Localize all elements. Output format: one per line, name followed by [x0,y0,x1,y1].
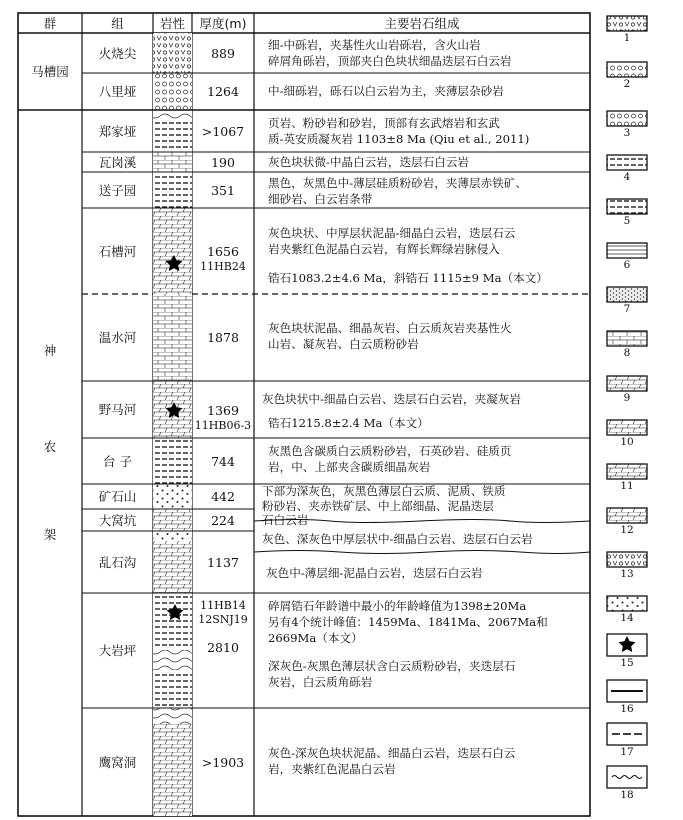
legend-number: 9 [623,392,631,404]
formation-thickness: 1264 [207,84,239,99]
formation-name: 火烧尖 [98,45,137,61]
legend-number: 12 [620,524,634,536]
formation-age: 锆石1083.2±4.6 Ma，斜锆石 1115±9 Ma（本文） [268,271,548,285]
formation-thickness: 224 [211,512,235,528]
formation-description: 灰黑色含碳质白云质粉砂岩，石英砂岩、硅质页 岩，中、上部夹含碳质细晶灰岩 [268,444,512,474]
formation-name: 鹰窝洞 [98,754,137,770]
formation-name: 瓦岗溪 [98,154,137,170]
legend-number: 4 [623,171,631,183]
formation-description: 下部为深灰色，灰黑色薄层白云质、泥质、铁质 粉砂岩、夹赤铁矿层、中上部细晶、泥晶迭层 石白云岩 [262,484,506,527]
legend-number: 6 [623,259,631,271]
formation-description: 灰色中-薄层细-泥晶白云岩，迭层石白云岩 [266,566,483,580]
formation-age: 锆石1215.8±2.4 Ma（本文） [268,416,429,430]
legend-number: 10 [620,436,634,448]
sample-id: 11HB24 [200,259,246,273]
legend-number: 3 [623,127,631,139]
legend-number: 2 [623,78,631,90]
formation-thickness: >1903 [201,754,245,770]
header-group: 群 [43,15,57,31]
formation-thickness: 1878 [207,330,239,345]
formation-name: 八里垭 [98,84,137,99]
formation-thickness: 2810 [207,639,239,655]
header-formation: 组 [111,15,124,31]
group-shen: 神 [43,342,57,358]
formation-thickness: 1369 [207,402,239,418]
group-nong: 农 [43,438,57,454]
formation-description: 灰色、深灰色中厚层状中-细晶白云岩、迭层石白云岩 [262,532,533,546]
formation-name: 温水河 [98,330,137,345]
formation-name: 乱石沟 [98,554,137,570]
sample-id: 12SNJ19 [198,612,248,626]
formation-thickness: 442 [211,489,235,504]
sample-id: 11HB14 [200,598,246,612]
legend-number: 13 [620,568,634,580]
formation-thickness: 889 [211,45,235,61]
formation-description: 细-中砾岩，夹基性火山岩砾岩，含火山岩 碎屑角砾岩，顶部夹白色块状细晶迭层石白云岩 [268,38,512,68]
formation-name: 郑家垭 [98,123,137,139]
formation-name: 台 子 [103,453,132,469]
formation-thickness: 1137 [207,554,239,570]
formation-description: 页岩、粉砂岩和砂岩，顶部有玄武熔岩和玄武 质-英安质凝灰岩 1103±8 Ma (Qiu et al., 2011) [268,116,530,146]
formation-thickness: >1067 [201,123,245,139]
formation-description: 灰色-深灰色块状泥晶、细晶白云岩，迭层石白云 岩，夹紫红色泥晶白云岩 [268,746,516,776]
formation-thickness: 190 [211,154,235,170]
formation-description: 灰色块状微-中晶白云岩，迭层石白云岩 [268,155,470,169]
header-thickness: 厚度(m) [199,15,247,31]
legend-number: 1 [623,32,631,44]
formation-description: 灰色块状泥晶、细晶灰岩、白云质灰岩夹基性火 山岩、凝灰岩、白云质粉砂岩 [268,321,512,351]
group-jia: 架 [43,526,57,542]
formation-description: 深灰色-灰黑色薄层状含白云质粉砂岩，夹迭层石 灰岩，白云质角砾岩 [268,659,516,689]
formation-thickness: 351 [211,182,235,198]
formation-name: 矿石山 [98,489,137,504]
formation-name: 野马河 [98,402,137,417]
formation-name: 石槽河 [98,243,137,259]
legend-number: 8 [623,347,631,359]
formation-name: 送子园 [98,182,137,198]
formation-description: 碎屑锆石年龄谱中最小的年龄峰值为1398±20Ma 另有4个统计峰值：1459Ma、1841Ma、2067Ma和 2669Ma（本文） [268,599,548,645]
legend-number: 18 [620,789,634,801]
header-description: 主要岩石组成 [384,15,460,31]
legend-number: 7 [623,303,631,315]
formation-name: 大岩坪 [98,643,137,658]
formation-description: 灰色块状中-细晶白云岩、迭层石白云岩，夹凝灰岩 [262,392,521,406]
legend-number: 17 [620,746,634,758]
formation-thickness: 744 [211,453,235,469]
formation-description: 中-细砾岩，砾石以白云岩为主，夹薄层杂砂岩 [268,84,504,98]
group-macaoyuan: 马槽园 [31,64,69,79]
legend-number: 14 [620,612,634,624]
formation-thickness: 1656 [207,243,239,259]
formation-name: 大窝坑 [98,512,137,528]
sample-id: 11HB06-3 [194,418,252,432]
legend-number: 5 [623,215,631,227]
header-lithology: 岩性 [159,15,185,31]
formation-description: 灰色块状、中厚层状泥晶-细晶白云岩，迭层石云 岩夹紫红色泥晶白云岩，有辉长辉绿岩脉侵入 [268,226,516,256]
legend-number: 11 [620,480,634,492]
legend-number: 16 [620,703,634,715]
legend-number: 15 [620,657,634,669]
formation-description: 黑色，灰黑色中-薄层硅质粉砂岩，夹薄层赤铁矿、 细砂岩、白云岩条带 [268,176,527,206]
